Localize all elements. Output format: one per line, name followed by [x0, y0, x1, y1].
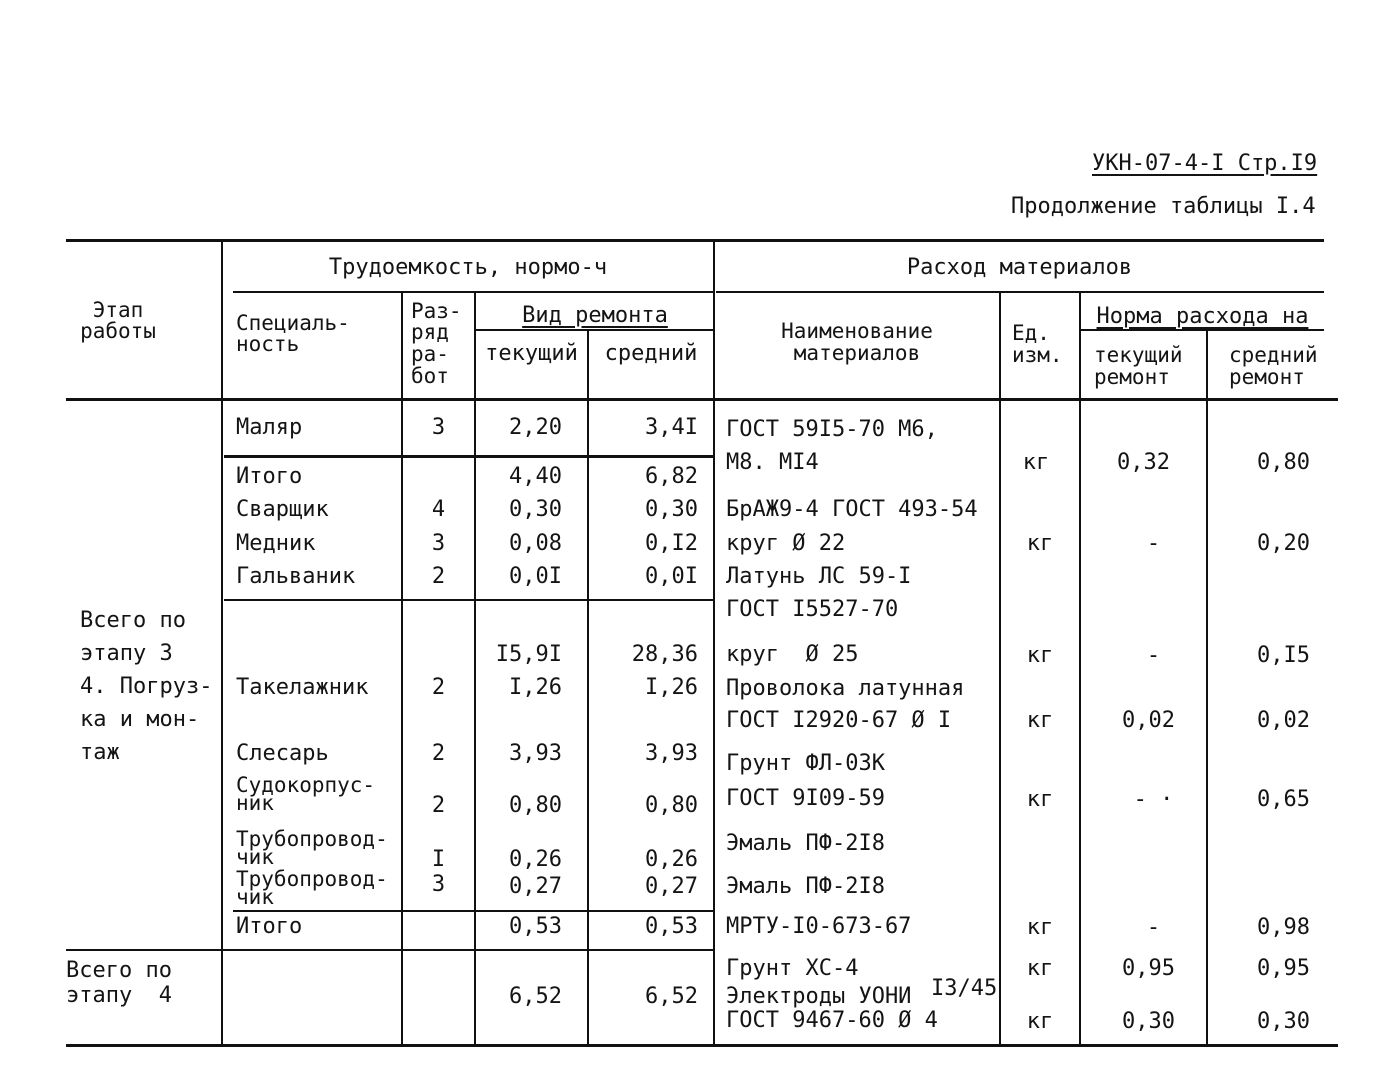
stage4-total-line1: Всего по	[66, 958, 172, 983]
material-unit-cell: кг	[1026, 1009, 1054, 1034]
grade-cell: 4	[431, 497, 446, 522]
norm-current-cell: -	[1146, 915, 1161, 940]
material-unit-cell: кг	[1022, 450, 1050, 475]
header-grade-line2: ряд	[411, 320, 449, 344]
stage4-total-line2: этапу 4	[66, 983, 172, 1008]
material-unit-cell: кг	[1026, 531, 1054, 556]
header-norm-medium-line1: средний	[1229, 343, 1318, 367]
labor-medium-cell: 6,82	[645, 464, 698, 489]
labor-medium-cell: 0,53	[645, 914, 698, 939]
header-stage-line1: Этап	[92, 298, 144, 322]
grade-cell: 2	[431, 793, 446, 818]
material-line: ГОСТ 9467-60 Ø 4	[726, 1008, 938, 1033]
header-material-name-line1: Наименование	[781, 319, 933, 343]
labor-current-cell: 6,52	[509, 984, 562, 1009]
labor-medium-cell: 6,52	[645, 984, 698, 1009]
norm-current-cell: 0,32	[1117, 450, 1170, 475]
labor-current-cell: 2,20	[509, 415, 562, 440]
header-norm-medium-line2: ремонт	[1229, 365, 1305, 389]
material-unit-cell: кг	[1026, 708, 1054, 733]
material-unit-cell: кг	[1026, 643, 1054, 668]
norm-current-cell: -	[1146, 643, 1161, 668]
norm-medium-cell: 0,20	[1257, 531, 1310, 556]
specialty-cell-line1: Трубопровод-	[236, 827, 388, 851]
labor-current-cell: I,26	[509, 675, 562, 700]
labor-medium-cell: I,26	[645, 675, 698, 700]
material-line: Проволока латунная	[726, 676, 965, 701]
material-line: Латунь ЛС 59-I	[726, 564, 912, 589]
material-line: ГОСТ I2920-67 Ø I	[726, 708, 952, 733]
labor-current-cell: 0,53	[509, 914, 562, 939]
norm-current-cell: -	[1146, 531, 1161, 556]
labor-medium-cell: 0,I2	[645, 531, 698, 556]
norm-current-cell: 0,30	[1122, 1009, 1175, 1034]
header-norm-current-line2: ремонт	[1094, 365, 1170, 389]
specialty-cell: Медник	[236, 531, 316, 556]
material-line: М8. МI4	[726, 450, 819, 475]
header-unit-line1: Ед.	[1012, 321, 1050, 345]
specialty-cell: Слесарь	[236, 741, 329, 766]
material-line: круг Ø 22	[726, 531, 846, 556]
labor-current-cell: 3,93	[509, 741, 562, 766]
norm-current-cell: 0,95	[1122, 956, 1175, 981]
material-line: Эмаль ПФ-2I8	[726, 831, 885, 856]
header-labor-current: текущий	[485, 341, 578, 366]
labor-current-cell: 4,40	[509, 464, 562, 489]
labor-current-cell: 0,27	[509, 874, 562, 899]
norm-medium-cell: 0,65	[1257, 787, 1310, 812]
norm-medium-cell: 0,30	[1257, 1009, 1310, 1034]
material-unit-cell: кг	[1026, 915, 1054, 940]
specialty-cell-line1: Трубопровод-	[236, 867, 388, 891]
header-grade-line1: Раз-	[411, 299, 462, 323]
norm-medium-cell: 0,95	[1257, 956, 1310, 981]
labor-medium-cell: 0,27	[645, 874, 698, 899]
material-line: круг Ø 25	[726, 642, 859, 667]
specialty-cell: Сварщик	[236, 497, 329, 522]
header-norm: Норма расхода на	[1096, 304, 1309, 329]
material-line: МРТУ-I0-673-67	[726, 914, 912, 939]
table-continuation-caption: Продолжение таблицы I.4	[1011, 194, 1316, 219]
grade-cell: 3	[431, 872, 446, 897]
specialty-cell-line2: чик	[236, 845, 274, 869]
specialty-cell: Такелажник	[236, 675, 369, 700]
labor-current-cell: I5,9I	[495, 642, 562, 667]
stage3-total-line1: Всего по	[80, 608, 186, 633]
labor-medium-cell: 0,26	[645, 847, 698, 872]
page-reference: УКН-07-4-I Стр.I9	[1092, 151, 1318, 176]
stage4-title-line3: таж	[80, 740, 120, 765]
header-material-name-line2: материалов	[793, 341, 921, 365]
header-norm-current-line1: текущий	[1094, 343, 1183, 367]
norm-current-cell: - ·	[1133, 787, 1174, 812]
labor-medium-cell: 0,30	[645, 497, 698, 522]
specialty-cell: Итого	[236, 464, 303, 489]
norm-current-cell: 0,02	[1122, 708, 1175, 733]
grade-cell: I	[431, 847, 446, 872]
grade-cell: 3	[431, 531, 446, 556]
material-line: Грунт ХС-4	[726, 956, 859, 981]
material-line: БрАЖ9-4 ГОСТ 493-54	[726, 497, 978, 522]
electrode-grade: I3/45	[931, 976, 998, 1001]
material-line: Эмаль ПФ-2I8	[726, 874, 885, 899]
labor-medium-cell: 0,0I	[645, 564, 698, 589]
grade-cell: 2	[431, 564, 446, 589]
labor-current-cell: 0,26	[509, 847, 562, 872]
norm-medium-cell: 0,02	[1257, 708, 1310, 733]
header-grade-line3: ра-	[411, 342, 449, 366]
stage4-title-line1: 4. Погруз-	[80, 674, 213, 699]
material-unit-cell: кг	[1026, 956, 1054, 981]
material-line: ГОСТ I5527-70	[726, 597, 899, 622]
grade-cell: 2	[431, 675, 446, 700]
norm-medium-cell: 0,98	[1257, 915, 1310, 940]
norm-medium-cell: 0,I5	[1257, 643, 1310, 668]
grade-cell: 2	[431, 741, 446, 766]
stage3-total-line2: этапу 3	[80, 641, 173, 666]
specialty-cell-line1: Судокорпус-	[236, 773, 376, 797]
labor-medium-cell: 28,36	[631, 642, 698, 667]
header-grade-line4: бот	[411, 364, 449, 388]
header-specialty-line2: ность	[236, 332, 300, 356]
header-specialty-line1: Специаль-	[236, 311, 350, 335]
header-unit-line2: изм.	[1012, 343, 1063, 367]
material-line: ГОСТ 59I5-70 М6,	[726, 417, 938, 442]
labor-current-cell: 0,30	[509, 497, 562, 522]
specialty-cell-line2: чик	[236, 885, 274, 909]
stage4-title-line2: ка и мон-	[80, 707, 200, 732]
header-stage-line2: работы	[80, 319, 156, 343]
material-line: ГОСТ 9I09-59	[726, 786, 885, 811]
specialty-cell: Итого	[236, 914, 303, 939]
material-line: Электроды УОНИ	[726, 984, 912, 1009]
labor-current-cell: 0,0I	[509, 564, 562, 589]
labor-medium-cell: 3,93	[645, 741, 698, 766]
labor-current-cell: 0,80	[509, 793, 562, 818]
specialty-cell: Маляр	[236, 415, 303, 440]
labor-current-cell: 0,08	[509, 531, 562, 556]
specialty-cell: Гальваник	[236, 564, 356, 589]
labor-medium-cell: 0,80	[645, 793, 698, 818]
grade-cell: 3	[431, 415, 446, 440]
specialty-cell-line2: ник	[236, 791, 274, 815]
norm-medium-cell: 0,80	[1257, 450, 1310, 475]
header-repair-type: Вид ремонта	[522, 303, 668, 328]
header-labor-medium: средний	[604, 341, 698, 366]
material-unit-cell: кг	[1026, 787, 1054, 812]
header-labor: Трудоемкость, нормо-ч	[328, 255, 608, 280]
labor-medium-cell: 3,4I	[645, 415, 698, 440]
material-line: Грунт ФЛ-03К	[726, 751, 885, 776]
header-materials: Расход материалов	[906, 255, 1133, 280]
